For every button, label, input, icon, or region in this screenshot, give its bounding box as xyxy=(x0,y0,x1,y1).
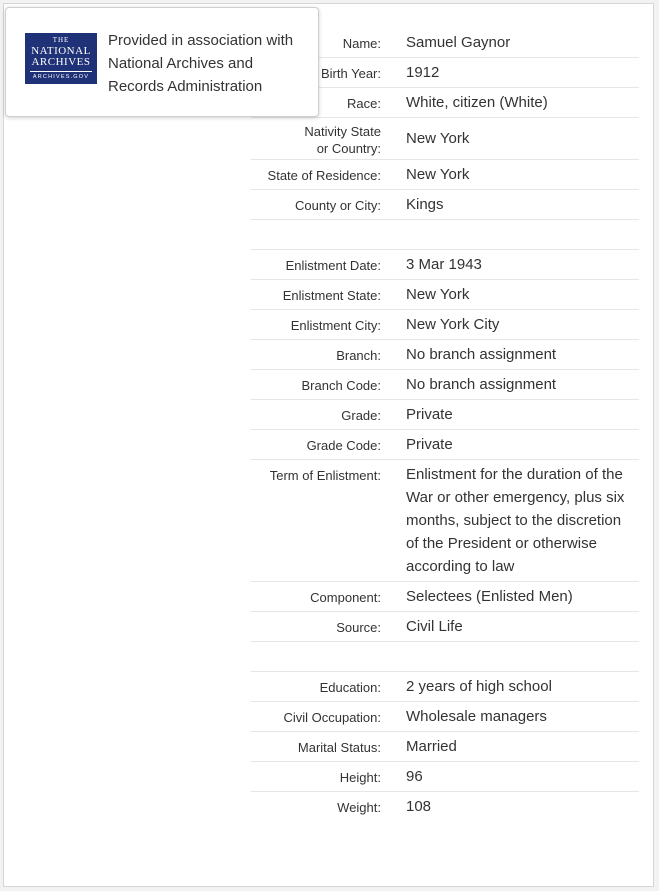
field-value: Samuel Gaynor xyxy=(406,34,511,51)
record-row-enlistment-city xyxy=(251,310,639,340)
record-row-county-or-city xyxy=(251,190,639,220)
field-value: New York City xyxy=(406,316,500,333)
logo-line-the: THE xyxy=(52,35,70,44)
field-label: Enlistment State: xyxy=(282,288,381,303)
field-value: 1912 xyxy=(406,64,440,81)
field-label: County or City: xyxy=(295,198,381,213)
field-value: New York xyxy=(406,166,470,183)
field-value: New York xyxy=(406,130,470,147)
source-attribution-text: Provided in association with National Archives and Records Administration xyxy=(108,32,294,95)
field-label: State of Residence: xyxy=(267,168,381,183)
field-label: Height: xyxy=(339,770,381,785)
field-value: 96 xyxy=(406,768,423,785)
record-row-branch-code xyxy=(251,370,639,400)
field-label: Grade Code: xyxy=(306,438,381,453)
record-row-enlistment-date xyxy=(251,250,639,280)
record-row-nativity xyxy=(251,118,639,160)
field-value: No branch assignment xyxy=(406,346,557,363)
record-row-education xyxy=(251,672,639,702)
field-value: Selectees (Enlisted Men) xyxy=(406,588,573,605)
field-value: Private xyxy=(406,436,453,453)
field-value: 3 Mar 1943 xyxy=(406,256,482,273)
field-label: Enlistment City: xyxy=(290,318,381,333)
field-value: 108 xyxy=(406,798,432,815)
field-label: Civil Occupation: xyxy=(283,710,381,725)
field-label: Race: xyxy=(347,96,381,111)
field-label: Nativity State or Country: xyxy=(304,124,381,156)
record-row-weight xyxy=(251,792,639,821)
source-popover xyxy=(5,7,319,117)
record-page xyxy=(3,3,654,887)
field-label: Weight: xyxy=(337,800,381,815)
field-label: Education: xyxy=(319,680,381,695)
logo-line-archives: ARCHIVES xyxy=(31,55,91,68)
record-row-branch xyxy=(251,340,639,370)
logo-line-national: NATIONAL xyxy=(31,44,91,57)
logo-line-url: ARCHIVES.GOV xyxy=(32,73,90,80)
record-row-civil-occupation xyxy=(251,702,639,732)
field-label: Branch: xyxy=(336,348,381,363)
record-row-grade xyxy=(251,400,639,430)
field-label: Marital Status: xyxy=(297,740,381,755)
field-value: Enlistment for the duration of the War or other emergency, plus six months, subject to the discretion of the President or otherwise according to law xyxy=(406,466,625,575)
record-row-term-of-enlistment xyxy=(251,460,639,582)
record-row-height xyxy=(251,762,639,792)
field-value: 2 years of high school xyxy=(406,678,552,695)
field-value: New York xyxy=(406,286,470,303)
field-label: Name: xyxy=(342,36,381,51)
field-value: Wholesale managers xyxy=(406,708,547,725)
record-row-marital-status xyxy=(251,732,639,762)
section-spacer xyxy=(251,642,639,672)
field-value: Civil Life xyxy=(406,618,463,635)
field-value: Kings xyxy=(406,196,444,213)
field-label: Branch Code: xyxy=(301,378,381,393)
field-value: White, citizen (White) xyxy=(406,94,548,111)
record-row-component xyxy=(251,582,639,612)
record-row-source xyxy=(251,612,639,642)
field-label: Enlistment Date: xyxy=(285,258,381,273)
field-label: Source: xyxy=(336,620,381,635)
record-row-state-of-residence xyxy=(251,160,639,190)
national-archives-logo[interactable] xyxy=(25,33,97,84)
field-value: Private xyxy=(406,406,453,423)
record-table xyxy=(251,28,639,821)
field-label: Term of Enlistment: xyxy=(269,468,381,483)
record-row-enlistment-state xyxy=(251,280,639,310)
field-label: Birth Year: xyxy=(321,66,381,81)
section-spacer xyxy=(251,220,639,250)
field-value: No branch assignment xyxy=(406,376,557,393)
field-value: Married xyxy=(406,738,457,755)
field-label: Grade: xyxy=(341,408,381,423)
record-row-grade-code xyxy=(251,430,639,460)
logo-divider xyxy=(30,71,92,72)
field-label: Component: xyxy=(310,590,381,605)
